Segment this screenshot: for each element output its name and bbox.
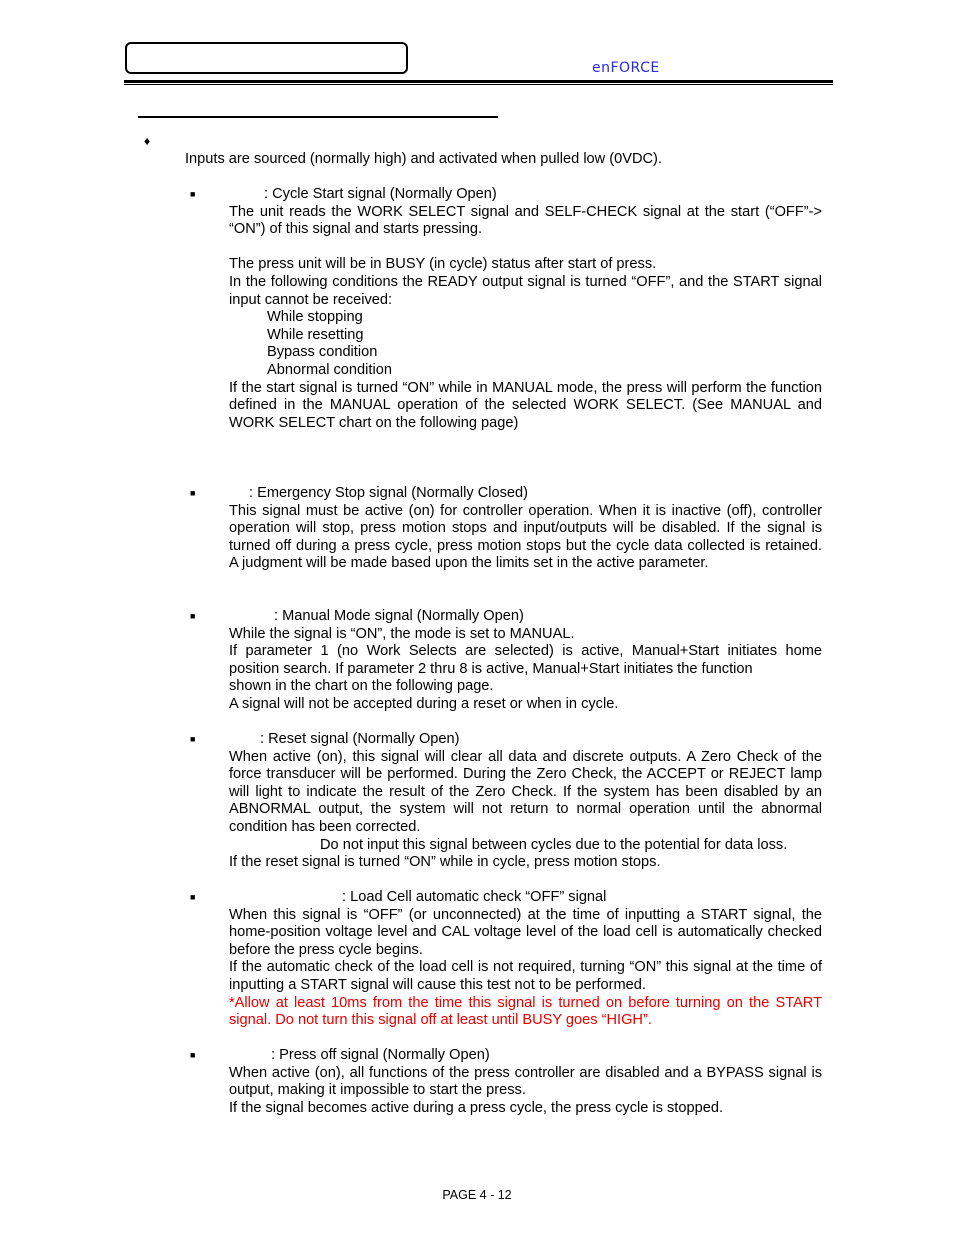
signal-description xyxy=(229,749,822,872)
paragraph: This signal must be active (on) for controller operation. When it is inactive (off), controller operation will stop, press motion stops and input/outputs will be disabled. If the signal is turned off during a press cycle, press motion stops but the cycle data collected is retained. A judgment will be made based upon the limits set in the active parameter. xyxy=(229,502,822,572)
section-heading-underline xyxy=(138,116,498,118)
signal-label: : Cycle Start signal (Normally Open) xyxy=(264,186,497,202)
diamond-bullet-icon: ♦ xyxy=(144,134,151,148)
condition-item: While stopping xyxy=(267,309,363,326)
brand-logo: enFORCE xyxy=(592,60,660,76)
signal-label: : Emergency Stop signal (Normally Closed) xyxy=(249,485,529,501)
paragraph: The unit reads the WORK SELECT signal and SELF-CHECK signal at the start (“OFF”-> “ON”) of this signal and starts pressing. xyxy=(229,203,822,238)
header-title-box xyxy=(125,42,408,74)
warning-text: *Allow at least 10ms from the time this signal is turned on before turning on the START signal. Do not turn this signal off at least until BUSY goes “HIGH”. xyxy=(229,994,822,1029)
paragraph: shown in the chart on the following page. xyxy=(229,678,494,695)
paragraph: When this signal is “OFF” (or unconnected) at the time of inputting a START signal, the home-position voltage level and CAL voltage level of the load cell is automatically checked before the press cycle begins. xyxy=(229,906,822,958)
condition-item: While resetting xyxy=(267,326,364,343)
paragraph: If the signal becomes active during a press cycle, the press cycle is stopped. xyxy=(229,1099,723,1116)
signal-description xyxy=(229,204,822,433)
page-number: PAGE 4 - 12 xyxy=(442,1188,512,1202)
paragraph: If the automatic check of the load cell is not required, turning “ON” this signal at the time of inputting a START signal will cause this test not to be performed. xyxy=(229,959,822,993)
square-bullet-icon: ■ xyxy=(190,892,196,902)
paragraph: In the following conditions the READY output signal is turned “OFF”, and the START signal input cannot be received: xyxy=(229,273,822,308)
signal-label: : Press off signal (Normally Open) xyxy=(271,1047,490,1063)
paragraph: If the start signal is turned “ON” while in MANUAL mode, the press will perform the function defined in the MANUAL operation of the selected WORK SELECT. (See MANUAL and WORK SELECT chart on the following page) xyxy=(229,379,822,431)
paragraph: When active (on), this signal will clear all data and discrete outputs. A Zero Check of the force transducer will be performed. During the Zero Check, the ACCEPT or REJECT lamp will light to indicate the result of the Zero Check. If the system has been disabled by an ABNORMAL output, the system will not return to normal operation until the abnormal condition has been corrected. xyxy=(229,748,822,835)
signal-label: : Load Cell automatic check “OFF” signal xyxy=(342,889,607,905)
square-bullet-icon: ■ xyxy=(190,189,196,199)
signal-description xyxy=(229,1065,822,1118)
paragraph: When active (on), all functions of the press controller are disabled and a BYPASS signal is output, making it impossible to start the press. xyxy=(229,1064,822,1099)
square-bullet-icon: ■ xyxy=(190,488,196,498)
signal-description xyxy=(229,626,822,714)
square-bullet-icon: ■ xyxy=(190,611,196,621)
signal-label: : Manual Mode signal (Normally Open) xyxy=(274,608,524,624)
intro-text: Inputs are sourced (normally high) and activated when pulled low (0VDC). xyxy=(185,151,662,167)
paragraph: The press unit will be in BUSY (in cycle) status after start of press. xyxy=(229,256,657,273)
signal-description xyxy=(229,503,822,573)
condition-item: Bypass condition xyxy=(267,344,378,361)
square-bullet-icon: ■ xyxy=(190,734,196,744)
header-rule-thick xyxy=(124,80,833,83)
paragraph: While the signal is “ON”, the mode is set to MANUAL. xyxy=(229,625,575,642)
paragraph: If parameter 1 (no Work Selects are selected) is active, Manual+Start initiates home position search. If parameter 2 thru 8 is active, Manual+Start initiates the function xyxy=(229,643,822,677)
signal-description xyxy=(229,907,822,1030)
reset-note: Do not input this signal between cycles due to the potential for data loss. xyxy=(320,836,788,853)
paragraph: If the reset signal is turned “ON” while in cycle, press motion stops. xyxy=(229,854,661,871)
paragraph: A signal will not be accepted during a reset or when in cycle. xyxy=(229,695,619,712)
header-rule-thin xyxy=(124,84,833,85)
square-bullet-icon: ■ xyxy=(190,1050,196,1060)
signal-label: : Reset signal (Normally Open) xyxy=(260,731,460,747)
condition-item: Abnormal condition xyxy=(267,361,392,378)
